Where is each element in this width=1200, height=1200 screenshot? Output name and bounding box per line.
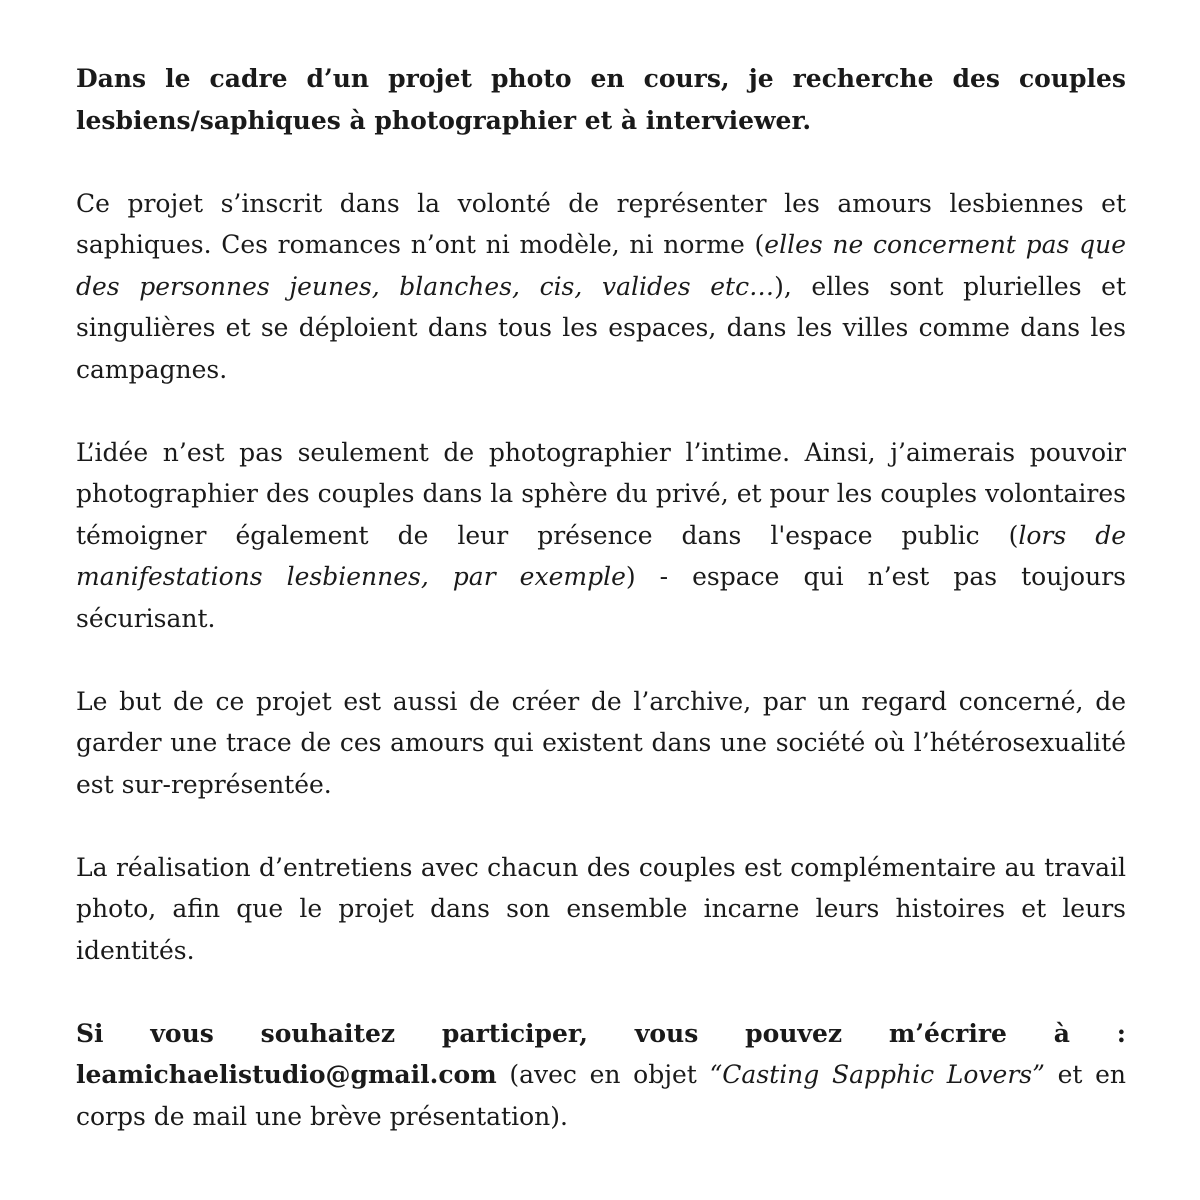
paragraph-archive: Le but de ce projet est aussi de créer de l’archive, par un regard concerné, de garder une trace de ces amours qui existent dans une société où l’hétérosexualité est sur-représentée. bbox=[76, 686, 1126, 799]
p1-text-start: Ce projet s’inscrit dans la volonté de représenter les amours lesbiennes et saphiques. Ces romances n’ont ni modèle, ni norme ( bbox=[76, 188, 1126, 259]
paragraph-intimacy bbox=[76, 432, 1126, 640]
p2-italic-text: lors de manifestations lesbiennes, par exemple bbox=[76, 520, 1126, 591]
contact-email-link[interactable]: leamichaelistudio@gmail.com bbox=[76, 1060, 497, 1089]
paragraph-contact bbox=[76, 1013, 1126, 1138]
intro-paragraph: Dans le cadre d’un projet photo en cours, je recherche des couples lesbiens/saphiques à photographier et à interviewer. bbox=[76, 64, 1126, 135]
p1-text-end: ), elles sont plurielles et singulières et se déploient dans tous les espaces, dans les villes comme dans les campagnes. bbox=[76, 271, 1126, 384]
paragraph-representation bbox=[76, 183, 1126, 391]
contact-text-start: (avec en objet bbox=[496, 1060, 710, 1089]
contact-text-end: et en corps de mail une brève présentation). bbox=[76, 1060, 1126, 1131]
p1-italic-text: elles ne concernent pas que des personnes jeunes, blanches, cis, valides etc… bbox=[76, 230, 1126, 301]
p2-text-end: ) - espace qui n’est pas toujours sécurisant. bbox=[76, 562, 1126, 633]
p2-text-start: L’idée n’est pas seulement de photographier l’intime. Ainsi, j’aimerais pouvoir photographier des couples dans la sphère du privé, et pour les couples volontaires témoigner également de leur présence dans l'espace public ( bbox=[76, 437, 1126, 550]
document-page bbox=[76, 58, 1126, 1137]
contact-subject-italic: “Casting Sapphic Lovers” bbox=[709, 1060, 1045, 1089]
paragraph-interviews: La réalisation d’entretiens avec chacun des couples est complémentaire au travail photo, afin que le projet dans son ensemble incarne leurs histoires et leurs identités. bbox=[76, 852, 1126, 965]
contact-call-to-action: Si vous souhaitez participer, vous pouvez m’écrire à : bbox=[76, 1018, 1126, 1048]
